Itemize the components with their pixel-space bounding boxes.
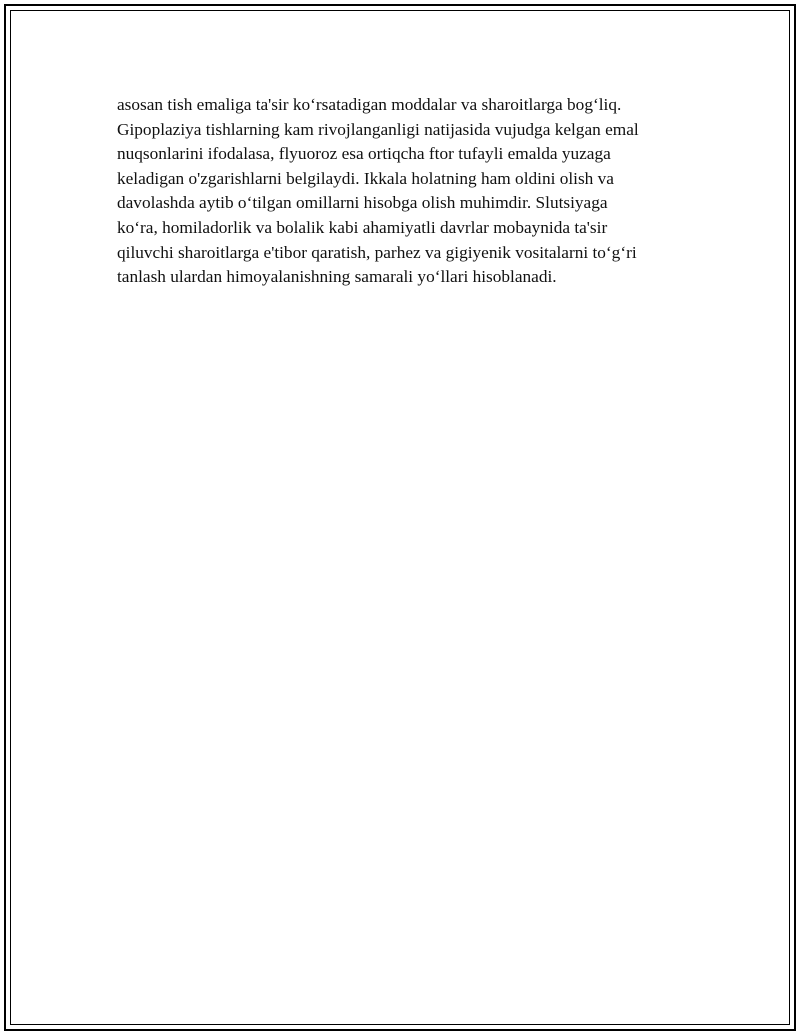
paragraph-line: nuqsonlarini ifodalasa, flyuoroz esa ortiqcha ftor tufayli emalda yuzaga [117, 144, 611, 164]
body-paragraph [117, 93, 697, 290]
paragraph-line: qiluvchi sharoitlarga e'tibor qaratish, parhez va gigiyenik vositalarni to‘g‘ri [117, 242, 637, 262]
paragraph-line: ko‘ra, homiladorlik va bolalik kabi ahamiyatli davrlar mobaynida ta'sir [117, 217, 608, 237]
paragraph-line: keladigan o'zgarishlarni belgilaydi. Ikkala holatning ham oldini olish va [117, 168, 614, 188]
paragraph-line: Gipoplaziya tishlarning kam rivojlanganligi natijasida vujudga kelgan emal [117, 119, 639, 139]
paragraph-line: asosan tish emaliga ta'sir ko‘rsatadigan moddalar va sharoitlarga bog‘liq. [117, 95, 622, 114]
paragraph-line: tanlash ulardan himoyalanishning samarali yo‘llari hisoblanadi. [117, 267, 557, 287]
paragraph-line: davolashda aytib o‘tilgan omillarni hisobga olish muhimdir. Slutsiyaga [117, 193, 608, 213]
